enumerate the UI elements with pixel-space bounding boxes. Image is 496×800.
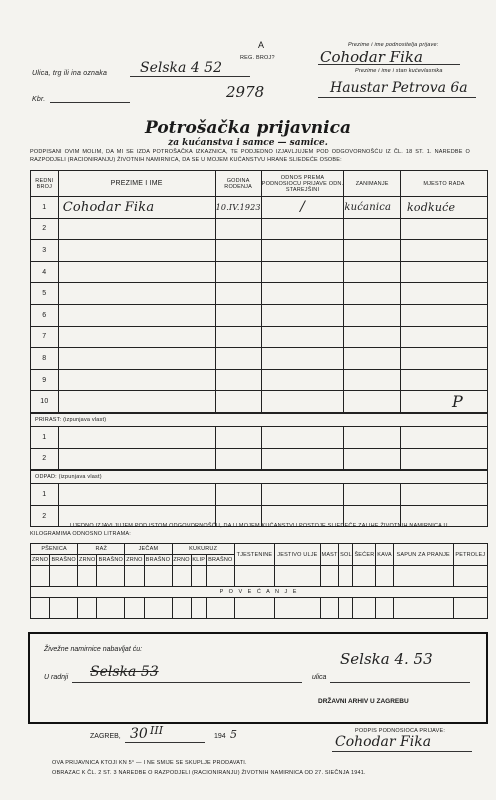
row-number: 1: [31, 484, 59, 506]
form-subtitle: za kućanstva i samce — samice.: [168, 138, 328, 148]
applicant-label: Prezime i ime podnositelja prijave:: [348, 42, 439, 48]
form-notice: PODPISANI OVIM MOLIM, DA MI SE IZDA POTROŠAČKA IZKAZNICA, TE PODJEDNO IZJAVLJUJEM POD ODGOVORNOŠĆU IZ ČL. 18 ST. 1. NAREDBE O RAZPODJELI (RACIONIRANJU) ŽIVOTNIH NAMIRNICA, DA SE U MOJEM KUĆANSTVU HRANE SLIEDEĆE OSOBE:: [30, 149, 470, 163]
header-relation: ODNOS PREMA PODNOSIOCU PRIJAVE ODN. STAREJŠINI: [261, 171, 344, 197]
prirast-label: PRIRAST: (izpunjava vlast): [35, 416, 107, 423]
row-number: 2: [31, 448, 59, 470]
row-occupation: kućanica: [344, 197, 401, 219]
supply-intro: UJEDNO IZJAVLJUJEM POD ISTOM ODGOVORNOŠĆU, DA U MOJEM KUĆANSTVU POSTOJE SLIEDEĆE ZALIHE ŽIVOTNIH NAMIRNICA U KILOGRAMIMA ODNOSNO LITRAMA:: [30, 523, 448, 537]
row-workplace: kodkuće: [401, 197, 488, 219]
supply-sugar: ŠEĆER: [353, 544, 376, 566]
supply-sub: BRAŠNO: [144, 555, 172, 566]
city-label: ZAGREB,: [90, 733, 121, 740]
shop-value: Selska 53: [90, 664, 159, 680]
supply-sub: ZRNO: [125, 555, 144, 566]
table-row: [31, 484, 488, 506]
street-small-label: ulica: [312, 674, 327, 681]
supply-sub: BRAŠNO: [50, 555, 78, 566]
table-row: [31, 369, 488, 391]
signature-value: Cohodar Fika: [335, 734, 432, 750]
table-row: [31, 326, 488, 348]
footer-note-2: OBRAZAC K ČL. 2 ST. 3 NAREDBE O RAZPODJELI (RACIONIRANJU) ŽIVOTNIH NAMIRNICA OD 27. SIEČNJA 1941.: [52, 770, 366, 776]
supply-pasta: TJESTENINE: [234, 544, 274, 566]
table-row: [31, 283, 488, 305]
supply-sub: ZRNO: [78, 555, 97, 566]
table-row: [31, 348, 488, 370]
supply-wheat: PŠENICA: [31, 544, 78, 555]
shop-in-label: U radnji: [44, 674, 69, 681]
row-number: 8: [31, 348, 59, 370]
shop-street-value: Selska 4. 53: [340, 650, 433, 668]
row-number: 9: [31, 369, 59, 391]
supply-table: [30, 543, 488, 619]
row-number: 7: [31, 326, 59, 348]
row-name: Cohodar Fika: [58, 197, 215, 219]
year-label: 194: [214, 733, 226, 740]
owner-value: Haustar Petrova 6a: [330, 80, 468, 96]
table-row: [31, 240, 488, 262]
supply-sub: ZRNO: [31, 555, 50, 566]
form-title: Potrošačka prijavnica: [145, 118, 351, 138]
row-number: 3: [31, 240, 59, 262]
supply-sub: ZRNO: [172, 555, 191, 566]
applicant-value: Cohodar Fika: [320, 48, 423, 66]
shop-box: [28, 632, 488, 724]
table-row: [31, 448, 488, 470]
supply-rye: RAŽ: [78, 544, 125, 555]
row-number: 5: [31, 283, 59, 305]
supply-coffee: KAVA: [376, 544, 393, 566]
reg-label: REG. BROJ?: [240, 55, 275, 61]
supply-barley: JEČAM: [125, 544, 172, 555]
header-workplace: MJESTO RADA: [401, 171, 488, 197]
row-number: 6: [31, 304, 59, 326]
table-row: [31, 391, 488, 413]
margin-mark: P: [452, 392, 463, 411]
header-year: GODINA RODENJA: [215, 171, 261, 197]
supply-kerosene: PETROLEJ: [453, 544, 487, 566]
supply-sub: BRAŠNO: [97, 555, 125, 566]
table-row: [31, 426, 488, 448]
row-number: 1: [31, 426, 59, 448]
form-mark: A: [258, 40, 265, 50]
street-label: Ulica, trg ili ina oznaka: [32, 70, 108, 77]
kbr-label: Kbr.: [32, 96, 46, 103]
supply-corn: KUKURUZ: [172, 544, 234, 555]
supply-soap: SAPUN ZA PRANJE: [393, 544, 453, 566]
table-row: [31, 218, 488, 240]
owner-label: Prezime i ime i stan kućevlasnika: [355, 68, 443, 74]
year-digit: 5: [230, 728, 237, 741]
header-name: PREZIME I IME: [58, 171, 215, 197]
header-ordinal: REDNI BROJ: [31, 171, 59, 197]
supply-oil: JESTIVO ULJE: [275, 544, 321, 566]
shop-label: Živežne namirnice nabavljat ću:: [44, 646, 143, 653]
date-month: III: [150, 724, 164, 737]
household-table: [30, 170, 488, 527]
archive-stamp: DRŽAVNI ARHIV U ZAGREBU: [318, 698, 409, 705]
supply-lard: MAST: [320, 544, 339, 566]
table-row: [31, 261, 488, 283]
supply-sub: KLIP: [191, 555, 206, 566]
row-number: 2: [31, 505, 59, 527]
date-day: 30: [130, 726, 148, 742]
street-value: Selska 4 52: [140, 60, 222, 76]
supply-increase: P O V E Ć A N J E: [31, 587, 488, 598]
row-number: 4: [31, 261, 59, 283]
supply-salt: SOL: [339, 544, 353, 566]
row-relation: /: [261, 197, 344, 219]
header-occupation: ZANIMANJE: [344, 171, 401, 197]
odpad-label: ODPAD: (izpunjava vlast): [35, 474, 102, 481]
footer-note-1: OVA PRIJAVNICA KTOJI KN 5° — I NE SMIJE SE SKUPLJE PRODAVATI.: [52, 760, 247, 766]
table-row: [31, 197, 488, 219]
number-value: 2978: [226, 83, 265, 101]
supply-sub: BRAŠNO: [206, 555, 234, 566]
row-number: 10: [31, 391, 59, 413]
table-row: [31, 304, 488, 326]
row-year: 10.IV.1923: [215, 197, 261, 219]
row-number: 1: [31, 197, 59, 219]
signature-label: PODPIS PODNOSIOCA PRIJAVE:: [355, 728, 446, 734]
row-number: 2: [31, 218, 59, 240]
